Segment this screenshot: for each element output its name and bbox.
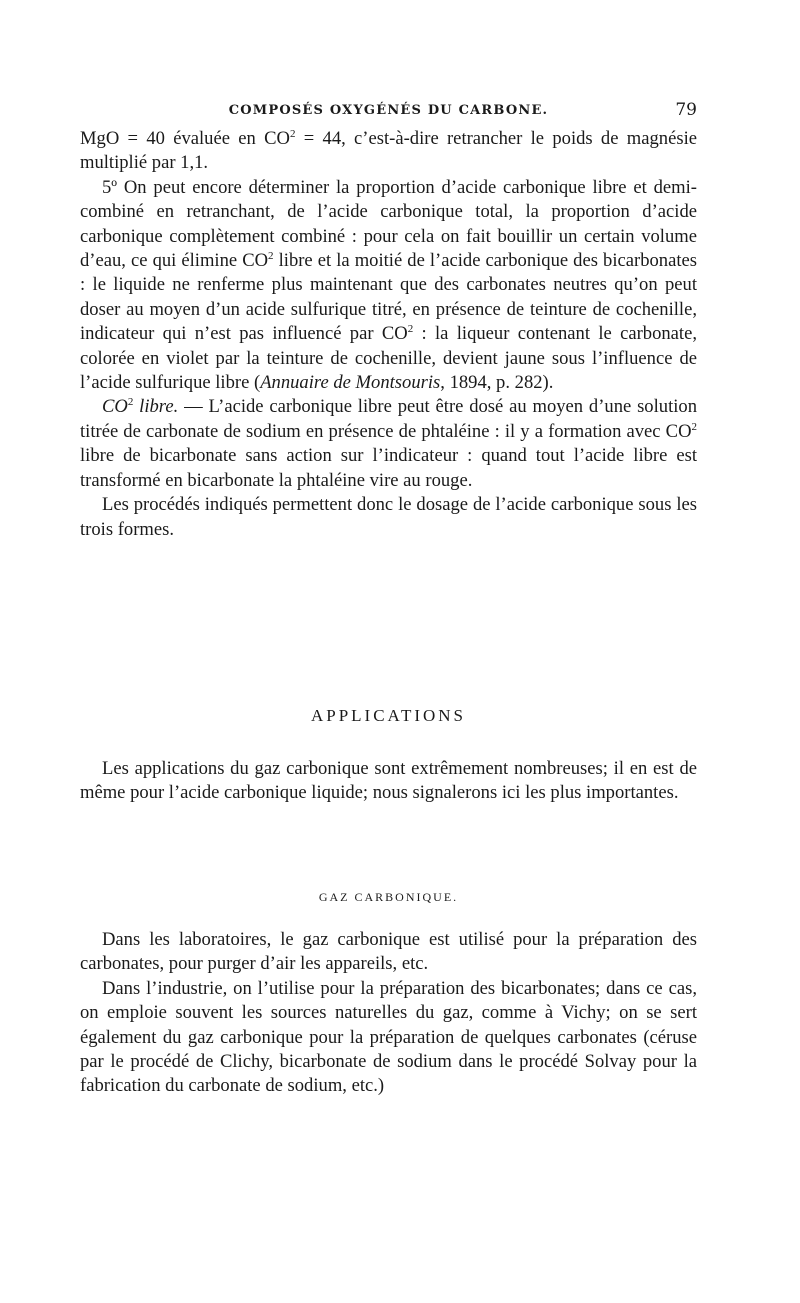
running-title: COMPOSÉS OXYGÉNÉS DU CARBONE. <box>228 103 549 118</box>
paragraph-4: Les procédés indiqués permettent donc le dosage de l’acide carbonique sous les trois formes. <box>80 494 697 540</box>
page-number: 79 <box>675 100 697 120</box>
running-head <box>80 100 697 127</box>
gaz-text <box>80 928 697 1099</box>
subsection-title-gaz: GAZ CARBONIQUE. <box>318 890 459 904</box>
paragraph-3: $CO^2$ libre. — L’acide carbonique libre peut être dosé au moyen d’une solution titrée de carbonate de sodium en présence de phtaléine : il y a formation avec $CO^2$ libre de bicarbonate sans action sur l’indicateur : quand tout l’acide libre est transformé en bicarbonate la phtaléine vire au rouge. <box>80 396 697 491</box>
section-title-applications: APPLICATIONS <box>310 706 467 725</box>
gaz-paragraph-2: Dans l’industrie, on l’utilise pour la préparation des bicarbonates; dans ce cas, on emploie souvent les sources naturelles du gaz, comme à Vichy; on se sert également du gaz carbonique pour la préparation de quelques carbonates (céruse par le procédé de Clichy, bicarbonate de sodium dans le procédé Solvay pour la fabrication du carbonate de sodium, etc.) <box>80 977 697 1097</box>
paragraph-1: MgO = 40 évaluée en $CO^2 = 44$, c’est-à-dire retrancher le poids de magnésie multiplié par 1,1. <box>80 127 697 174</box>
applications-text <box>80 757 697 806</box>
main-text <box>80 127 697 542</box>
gaz-paragraph-1: Dans les laboratoires, le gaz carbonique est utilisé pour la préparation des carbonates, pour purger d’air les appareils, etc. <box>80 929 697 975</box>
applications-paragraph: Les applications du gaz carbonique sont extrêmement nombreuses; il en est de même pour l’acide carbonique liquide; nous signalerons ici les plus importantes. <box>80 758 697 804</box>
paragraph-2: 5º On peut encore déterminer la proportion d’acide carbonique libre et demi-combiné en retranchant, de l’acide carbonique total, la proportion d’acide carbonique complètement combiné : pour cela on fait bouillir un certain volume d’eau, ce qui élimine $CO^2$ libre et la moitié de l’acide carbonique des bicarbonates : le liquide ne renferme plus maintenant que des carbonates neutres qu’on peut doser au moyen d’un acide sulfurique titré, en présence de teinture de cochenille, indicateur qui n’est pas influencé par $CO^2$ : la liqueur contenant le carbonate, colorée en violet par la teinture de cochenille, devient jaune sous l’influence de l’acide sulfurique libre (Annuaire de Montsouris, 1894, p. 282). <box>80 176 697 394</box>
